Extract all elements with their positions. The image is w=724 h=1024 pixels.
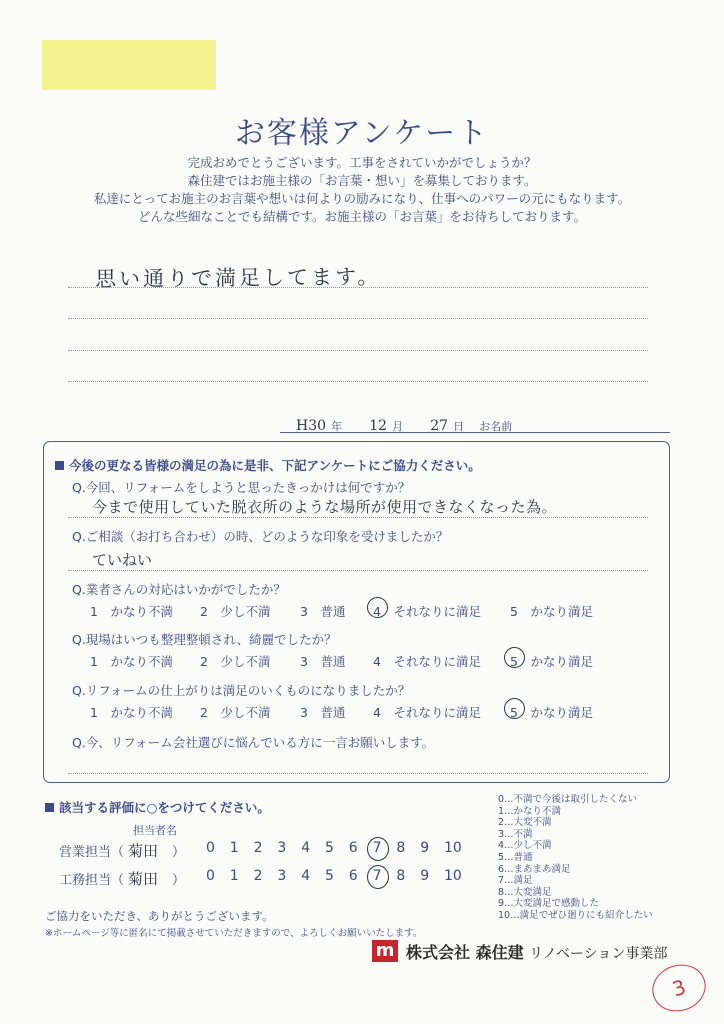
selected-circle-icon	[504, 647, 525, 668]
score-option[interactable]: 5	[325, 840, 334, 856]
answer-line	[68, 517, 648, 518]
option-1[interactable]: 1 かなり不満	[90, 604, 173, 619]
score-option[interactable]: 7	[372, 840, 382, 856]
publication-note: ※ホームページ等に匿名にて掲載させていただきますので、よろしくお願いいたします。	[45, 928, 423, 939]
option-2[interactable]: 2 少し不満	[200, 654, 271, 669]
legend-item: 2…大変不満	[498, 817, 552, 829]
intro-text	[0, 154, 724, 226]
question-1: Q.今回、リフォームをしようと思ったきっかけは何ですか？	[72, 480, 411, 495]
score-option[interactable]: 9	[420, 840, 430, 856]
score-option[interactable]: 7	[372, 868, 382, 884]
year-label: 年	[331, 420, 343, 433]
option-4[interactable]: 4 それなりに満足	[373, 705, 481, 720]
score-option[interactable]: 5	[325, 868, 334, 884]
option-3[interactable]: 3 普通	[300, 705, 346, 720]
question-3: Q.業者さんの対応はいかがでしたか？	[72, 582, 286, 597]
comment-line	[68, 381, 648, 382]
name-label: お名前	[479, 420, 513, 433]
option-5[interactable]: 5 かなり満足	[510, 604, 593, 619]
option-5[interactable]: 5 かなり満足	[510, 705, 593, 720]
legend-item: 8…大変満足	[498, 886, 552, 898]
month-label: 月	[392, 420, 404, 433]
legend-item: 5…普通	[498, 851, 533, 863]
option-3[interactable]: 3 普通	[300, 604, 346, 619]
day-label: 日	[453, 420, 465, 433]
score-option[interactable]: 8	[396, 840, 406, 856]
legend-item: 10…満足でぜひ廻りにも紹介したい	[498, 909, 653, 921]
legend-item: 4…少し不満	[498, 840, 552, 852]
score-option[interactable]: 6	[348, 868, 358, 884]
intro-line: 森住建ではお施主様の「お言葉・想い」を募集しております。	[187, 173, 537, 188]
score-option[interactable]: 2	[253, 840, 263, 856]
answer-2[interactable]: ていねい	[92, 551, 153, 569]
construction-row-label: 工務担当（ 菊田 ）	[59, 870, 186, 888]
comment-line	[68, 287, 648, 288]
square-bullet-icon	[45, 803, 54, 812]
option-1[interactable]: 1 かなり不満	[90, 654, 173, 669]
date-row	[296, 415, 512, 434]
rating-header: 該当する評価に○をつけてください。	[45, 798, 270, 816]
division-name: リノベーション事業部	[529, 946, 668, 962]
answer-line	[68, 570, 648, 571]
construction-person-name[interactable]: 菊田	[128, 870, 159, 888]
option-4[interactable]: 4 それなりに満足	[373, 654, 481, 669]
score-option[interactable]: 9	[420, 868, 430, 884]
question-2: Q.ご相談（お打ち合わせ）の時、どのような印象を受けましたか？	[72, 529, 449, 544]
company-name: 株式会社 森住建 リノベーション事業部	[406, 943, 668, 962]
score-option[interactable]: 6	[348, 840, 358, 856]
score-option[interactable]: 10	[444, 840, 462, 856]
score-option[interactable]: 4	[301, 868, 311, 884]
option-2[interactable]: 2 少し不満	[200, 604, 271, 619]
person-name-label: 担当者名	[133, 824, 177, 837]
handwritten-stamp: 3	[646, 958, 712, 1018]
answer-line	[68, 773, 648, 774]
question-4: Q.現場はいつも整理整頓され、綺麗でしたか？	[72, 632, 337, 647]
legend-item: 3…不満	[498, 828, 533, 840]
score-option[interactable]: 1	[229, 840, 239, 856]
option-3[interactable]: 3 普通	[300, 654, 346, 669]
option-5[interactable]: 5 かなり満足	[510, 654, 593, 669]
selected-circle-icon	[367, 837, 389, 861]
intro-line: 私達にとってお施主のお言葉や想いは何よりの励みになり、仕事へのパワーの元にもなります。	[93, 191, 631, 206]
selected-circle-icon	[367, 865, 389, 889]
legend-item: 7…満足	[498, 875, 533, 887]
legend-item: 1…かなり不満	[498, 805, 562, 817]
thanks-text: ご協力をいただき、ありがとうございます。	[45, 909, 274, 923]
date-day[interactable]: 27	[430, 418, 449, 434]
score-option[interactable]: 0	[206, 840, 215, 856]
option-1[interactable]: 1 かなり不満	[90, 705, 173, 720]
date-month[interactable]: 12	[369, 418, 388, 434]
score-option[interactable]: 3	[277, 868, 287, 884]
selected-circle-icon	[367, 597, 388, 618]
legend-item: 6…まあまあ満足	[498, 863, 571, 875]
selected-circle-icon	[504, 698, 525, 719]
score-option[interactable]: 8	[396, 868, 406, 884]
sales-person-name[interactable]: 菊田	[128, 842, 159, 860]
score-option[interactable]: 3	[277, 840, 287, 856]
question-6: Q.今、リフォーム会社選びに悩んでいる方に一言お願いします。	[72, 735, 435, 750]
free-comment[interactable]: 思い通りで満足してます。	[94, 264, 382, 292]
company-logo: m	[372, 940, 398, 962]
square-bullet-icon	[55, 461, 64, 470]
score-option[interactable]: 2	[253, 868, 263, 884]
score-option[interactable]: 1	[229, 868, 239, 884]
page-title: お客様アンケート	[234, 116, 490, 151]
legend-item: 0…不満で今後は取引したくない	[498, 794, 638, 805]
comment-line	[68, 350, 648, 351]
score-option[interactable]: 4	[301, 840, 311, 856]
option-2[interactable]: 2 少し不満	[200, 705, 271, 720]
option-4[interactable]: 4 それなりに満足	[373, 604, 481, 619]
highlight-sticker	[42, 40, 216, 90]
score-option[interactable]: 10	[444, 868, 462, 884]
survey-header: 今後の更なる皆様の満足の為に是非、下記アンケートにご協力ください。	[55, 456, 481, 474]
answer-1[interactable]: 今まで使用していた脱衣所のような場所が使用できなくなった為。	[92, 498, 558, 516]
intro-line: どんな些細なことでも結構です。お施主様の「お言葉」をお待ちしております。	[137, 209, 586, 224]
comment-line	[68, 318, 648, 319]
sales-row-label: 営業担当（ 菊田 ）	[59, 842, 186, 860]
score-option[interactable]: 0	[206, 868, 215, 884]
intro-line: 完成おめでとうございます。工事をされていかがでしょうか？	[187, 155, 537, 170]
legend-item: 9…大変満足で感動した	[498, 898, 600, 910]
rating-legend	[498, 794, 653, 922]
date-era-year[interactable]: H30	[296, 418, 327, 434]
question-5: Q.リフォームの仕上がりは満足のいくものになりましたか？	[72, 683, 411, 698]
